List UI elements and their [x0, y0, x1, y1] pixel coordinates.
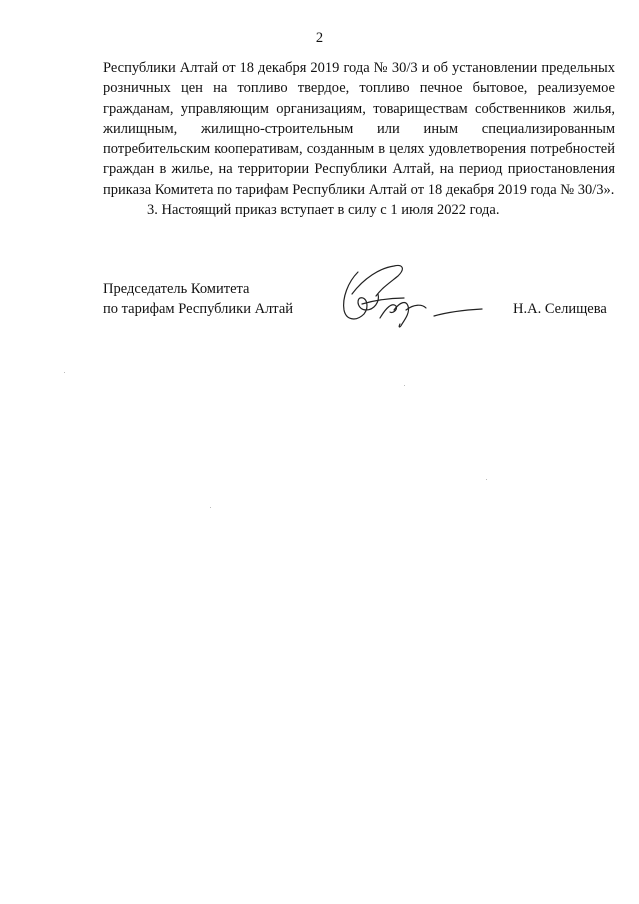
signatory-title-line-2: по тарифам Республики Алтай — [103, 301, 294, 317]
text-line: Алтай, на период приостановления приказа Комитета по тарифам — [103, 161, 615, 198]
signatory-title-line-1: Председатель Комитета — [103, 281, 250, 297]
text-line: предельных розничных цен на топливо твердое, топливо печное бытовое, — [103, 60, 615, 97]
text-line: специализированным потребительским кооперативам, созданным в целях — [103, 120, 615, 158]
text-line: удовлетворения потребностей граждан в жилье, на территории Республики — [103, 141, 615, 178]
scan-speck — [210, 507, 211, 508]
signature-stroke — [362, 298, 404, 304]
paragraph-3: 3. Настоящий приказ вступает в силу с 1 июля 2022 года. — [147, 202, 500, 219]
signature-stroke — [380, 305, 396, 318]
paragraph-continuation — [103, 58, 615, 200]
scan-speck — [64, 372, 65, 373]
document-body — [103, 58, 615, 220]
scan-speck — [404, 385, 405, 386]
scan-speck — [486, 479, 487, 480]
text-line: Республики Алтай от 18 декабря 2019 года № 30/3 и об установлении — [103, 60, 542, 76]
signature-stroke — [434, 309, 482, 316]
signatory-title — [103, 279, 293, 319]
signatory-name: Н.А. Селищева — [513, 301, 607, 317]
handwritten-signature — [336, 258, 486, 330]
page-number: 2 — [315, 30, 324, 46]
signature-stroke — [352, 265, 402, 296]
text-line: реализуемое гражданам, управляющим организациям, товариществам — [103, 80, 615, 117]
signature-stroke — [344, 272, 379, 319]
text-line: Республики Алтай от 18 декабря 2019 года № 30/3». — [292, 181, 615, 198]
text-line: собственников жилья, жилищным, жилищно-строительным или иным — [103, 100, 615, 137]
